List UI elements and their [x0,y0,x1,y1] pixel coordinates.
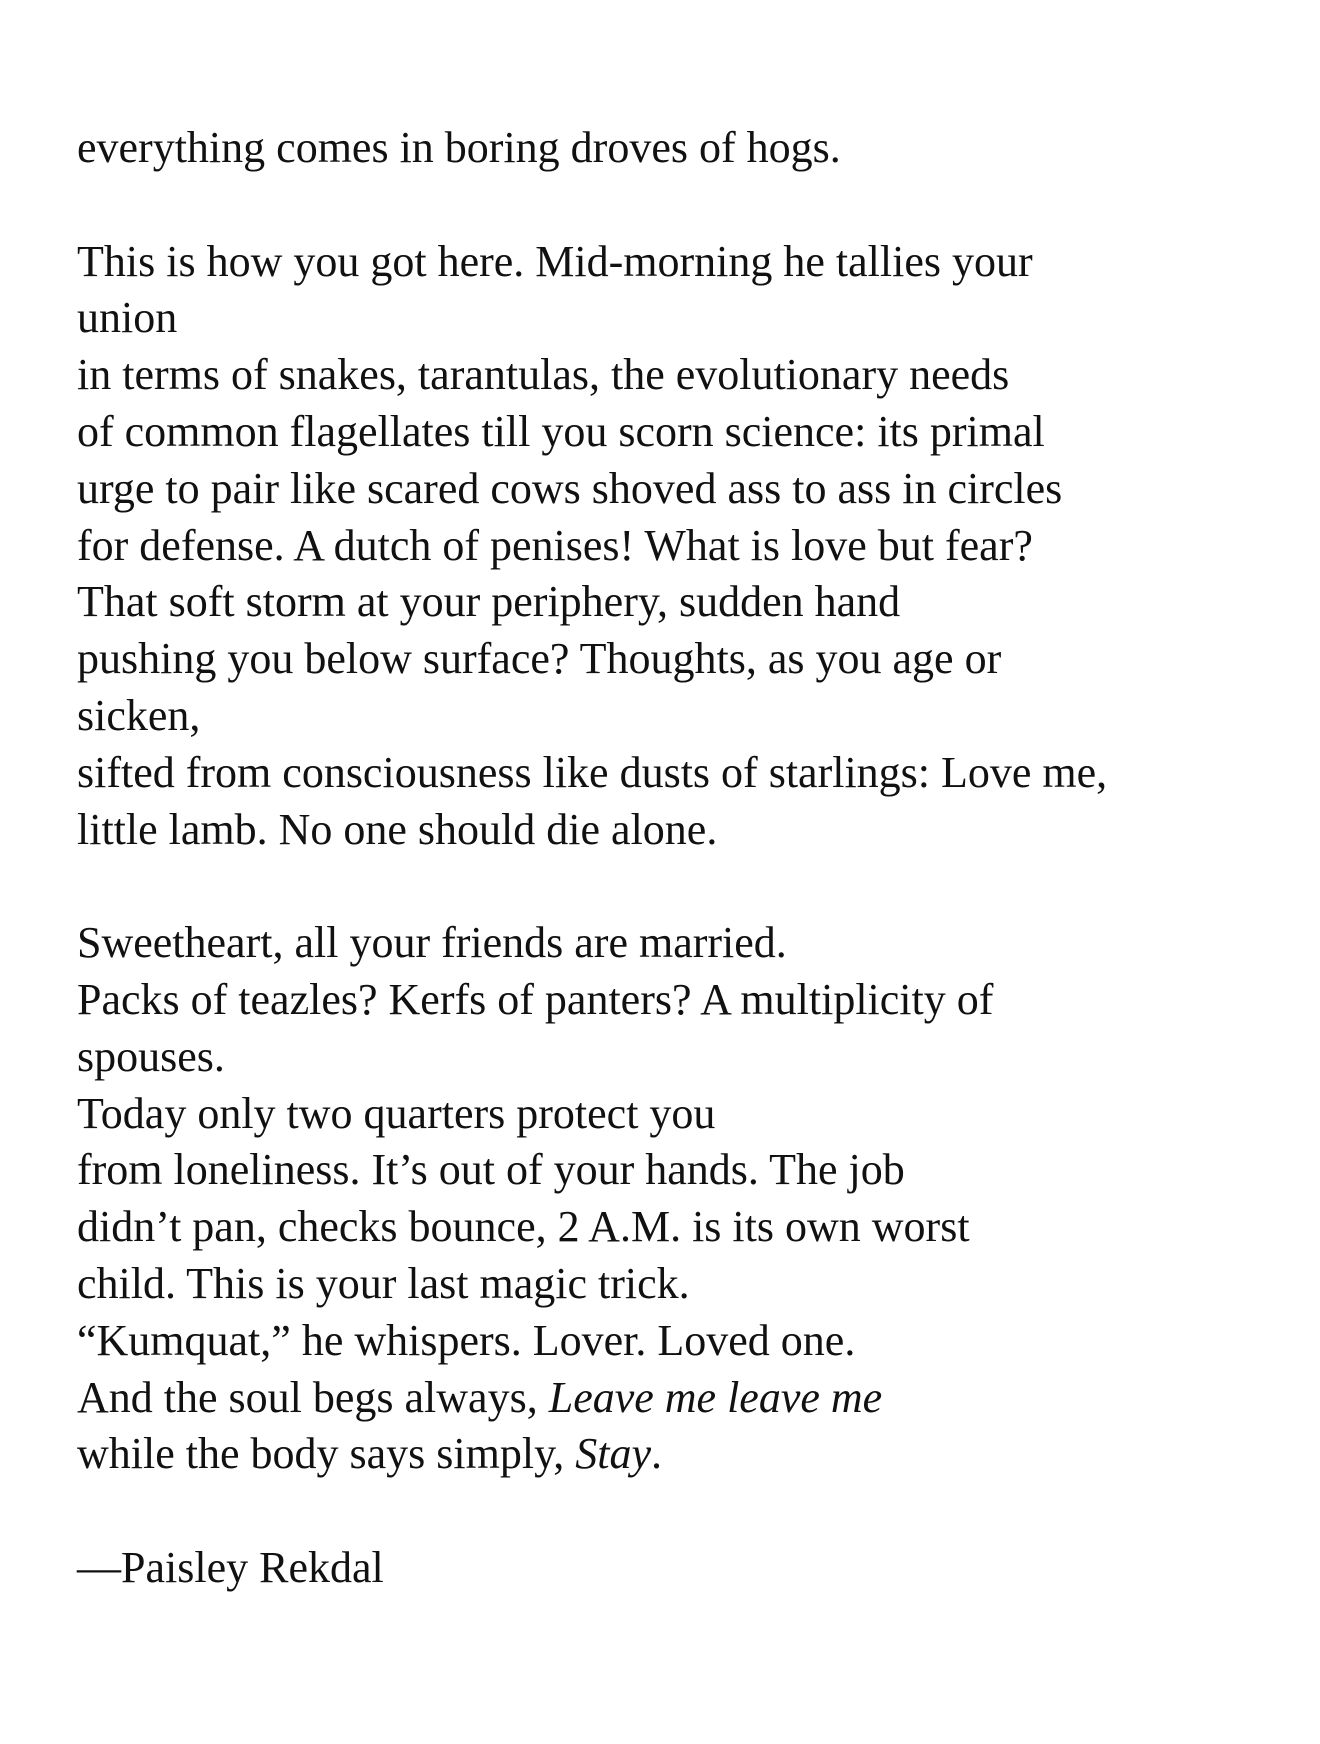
poem-line: That soft storm at your periphery, sudden hand [77,577,901,627]
poem-text [77,120,1107,1597]
line-text: And the soul begs always, [77,1372,549,1422]
poem-line: little lamb. No one should die alone. [77,804,718,854]
stanza-break [77,858,1107,915]
poem-line: This is how you got here. Mid-morning he tallies your [77,236,1033,286]
poem-line: pushing you below surface? Thoughts, as you age or [77,634,1002,684]
poem-line: sifted from consciousness like dusts of starlings: Love me, [77,747,1108,797]
italic-text: Stay [575,1429,651,1479]
poem-line: didn’t pan, checks bounce, 2 A.M. is its own worst [77,1202,970,1252]
italic-text: Leave me leave me [548,1372,883,1422]
poem-line: for defense. A dutch of penises! What is love but fear? [77,520,1033,570]
poem-line [77,1426,1107,1483]
line-text: while the body says simply, [77,1429,576,1479]
poem-line: urge to pair like scared cows shoved ass to ass in circles [77,463,1063,513]
poem-line: Sweetheart, all your friends are married. [77,918,787,968]
poem-line: Packs of teazles? Kerfs of panters? A multiplicity of [77,974,994,1024]
poem-line: in terms of snakes, tarantulas, the evolutionary needs [77,350,1010,400]
poem-line: of common flagellates till you scorn science: its primal [77,406,1045,456]
poem-line: everything comes in boring droves of hogs. [77,123,841,172]
stanza-break [77,1483,1107,1540]
attribution: —Paisley Rekdal [77,1542,384,1592]
poem-line: union [77,293,178,343]
stanza-break [77,177,1107,234]
poem-line: child. This is your last magic trick. [77,1258,690,1308]
poem-line [77,1370,1107,1427]
poem-line: from loneliness. It’s out of your hands. The job [77,1145,905,1195]
poem-line: “Kumquat,” he whispers. Lover. Loved one. [77,1315,856,1365]
poem-line: sicken, [77,690,201,740]
poem-line: spouses. [77,1031,225,1081]
poem-line: Today only two quarters protect you [77,1088,716,1138]
line-end: . [651,1429,662,1479]
